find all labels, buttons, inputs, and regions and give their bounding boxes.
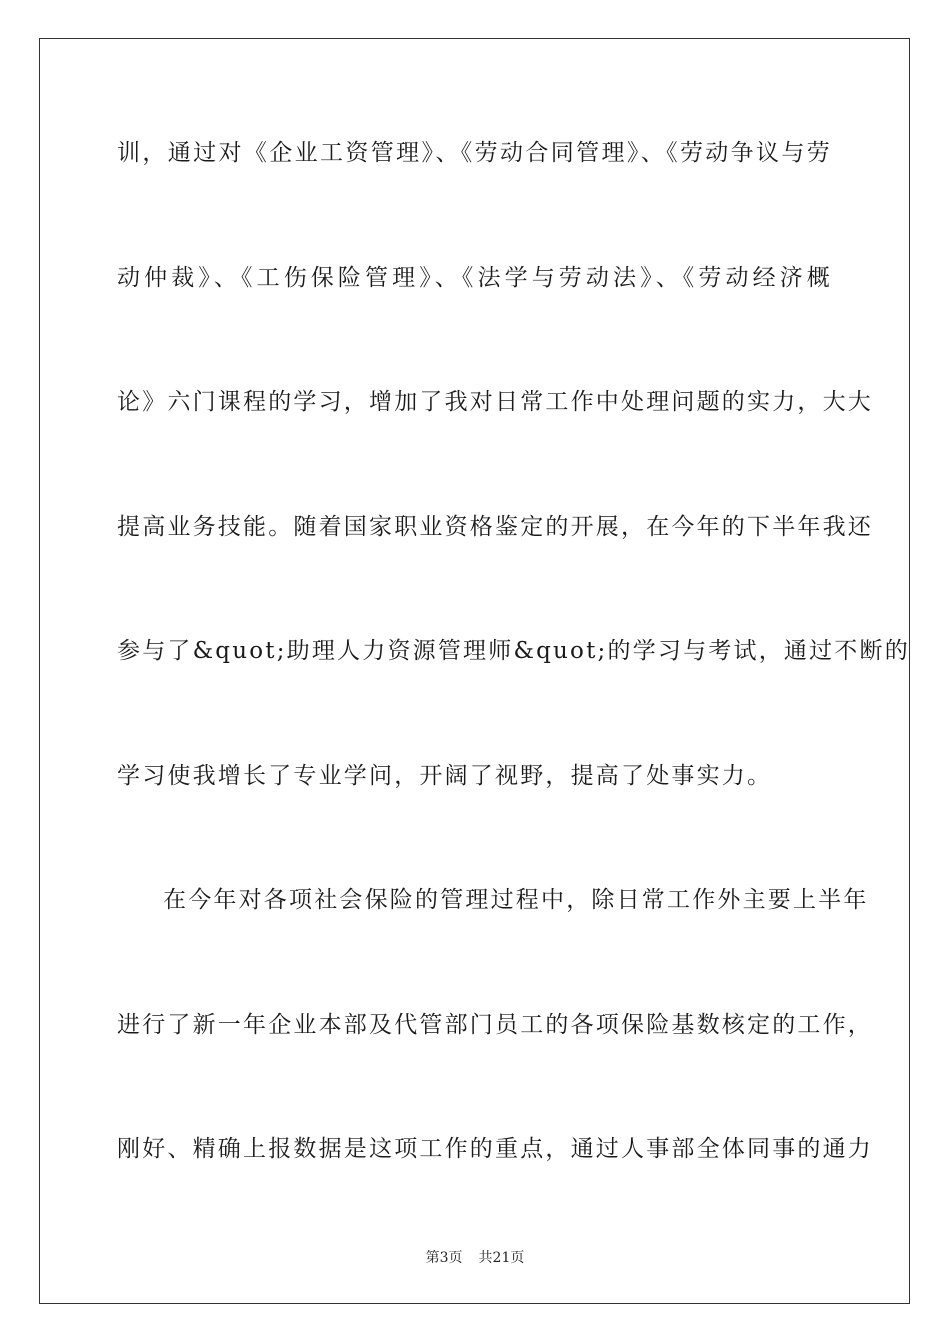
text-line: 训，通过对《企业工资管理》、《劳动合同管理》、《劳动争议与劳 bbox=[117, 140, 832, 166]
text-line: 参与了&quot;助理人力资源管理师&quot;的学习与考试，通过不断的 bbox=[117, 638, 910, 664]
text-line: 学习使我增长了专业学问，开阔了视野，提高了处事实力。 bbox=[117, 762, 773, 789]
page-footer bbox=[0, 1247, 950, 1267]
page-number: 第3页 bbox=[425, 1250, 463, 1266]
text-line: 动仲裁》、《工伤保险管理》、《法学与劳动法》、《劳动经济概 bbox=[117, 264, 832, 291]
text-line: 进行了新一年企业本部及代管部门员工的各项保险基数核定的工作， bbox=[117, 1011, 873, 1038]
text-line-paragraph-start: 在今年对各项社会保险的管理过程中，除日常工作外主要上半年 bbox=[163, 887, 869, 913]
document-body bbox=[117, 128, 910, 1249]
text-line: 论》六门课程的学习，增加了我对日常工作中处理问题的实力，大大 bbox=[117, 389, 873, 415]
text-line: 刚好、精确上报数据是这项工作的重点，通过人事部全体同事的通力 bbox=[117, 1136, 873, 1162]
text-line: 提高业务技能。随着国家职业资格鉴定的开展，在今年的下半年我还 bbox=[117, 513, 873, 540]
page-total: 共21页 bbox=[478, 1250, 525, 1266]
